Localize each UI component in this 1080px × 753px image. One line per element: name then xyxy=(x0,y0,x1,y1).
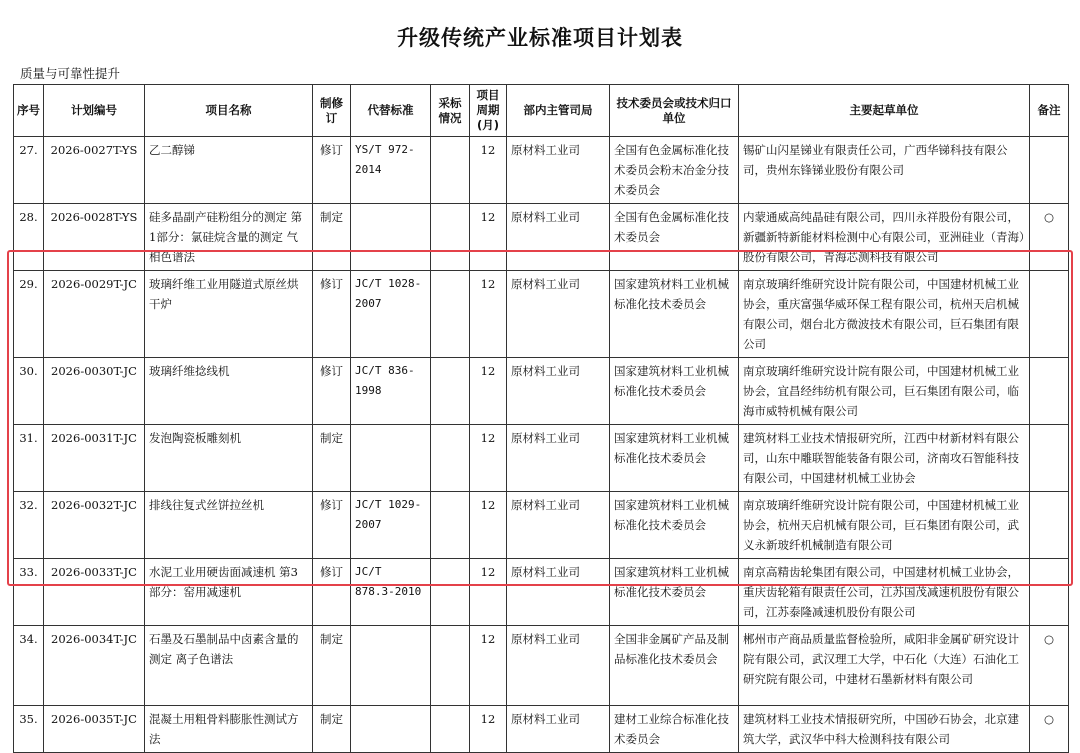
row-dept: 原材料工业司 xyxy=(507,137,610,204)
row-drafters: 建筑材料工业技术情报研究所，中国砂石协会，北京建筑大学，武汉华中科大检测科技有限公司 xyxy=(739,706,1030,753)
row-seq: 35. xyxy=(14,706,44,753)
row-adopt xyxy=(431,626,470,706)
header-plan-no: 计划编号 xyxy=(44,85,145,137)
row-period: 12 xyxy=(470,706,507,753)
header-replace: 代替标准 xyxy=(351,85,431,137)
row-seq: 27. xyxy=(14,137,44,204)
row-name: 硅多晶副产硅粉组分的测定 第1部分：氯硅烷含量的测定 气相色谱法 xyxy=(145,204,313,271)
header-period: 项目周期(月) xyxy=(470,85,507,137)
row-drafters: 南京高精齿轮集团有限公司，中国建材机械工业协会，重庆齿轮箱有限责任公司，江苏国茂减速机股份有限公司，江苏泰隆减速机股份有限公司 xyxy=(739,559,1030,626)
row-drafters: 锡矿山闪星锑业有限责任公司，广西华锑科技有限公司，贵州东锋锑业股份有限公司 xyxy=(739,137,1030,204)
row-replace xyxy=(351,204,431,271)
row-committee: 国家建筑材料工业机械标准化技术委员会 xyxy=(610,425,739,492)
row-name: 乙二醇锑 xyxy=(145,137,313,204)
row-committee: 全国有色金属标准化技术委员会 xyxy=(610,204,739,271)
table-row xyxy=(14,492,1069,559)
row-seq: 34. xyxy=(14,626,44,706)
table-row xyxy=(14,271,1069,358)
row-adopt xyxy=(431,425,470,492)
row-committee: 全国非金属矿产品及制品标准化技术委员会 xyxy=(610,626,739,706)
page-title: 升级传统产业标准项目计划表 xyxy=(397,26,683,50)
row-drafters: 内蒙通威高纯晶硅有限公司，四川永祥股份有限公司，新疆新特新能材料检测中心有限公司，亚洲硅业（青海）股份有限公司，青海芯测科技有限公司 xyxy=(739,204,1030,271)
header-note: 备注 xyxy=(1030,85,1069,137)
row-note xyxy=(1030,559,1069,626)
row-replace: JC/T 1029-2007 xyxy=(351,492,431,559)
row-adopt xyxy=(431,204,470,271)
table-row xyxy=(14,706,1069,753)
row-replace: JC/T 836-1998 xyxy=(351,358,431,425)
row-plan-no: 2026-0030T-JC xyxy=(44,358,145,425)
row-plan-no: 2026-0031T-JC xyxy=(44,425,145,492)
row-dept: 原材料工业司 xyxy=(507,204,610,271)
row-dept: 原材料工业司 xyxy=(507,706,610,753)
row-plan-no: 2026-0035T-JC xyxy=(44,706,145,753)
row-adopt xyxy=(431,559,470,626)
row-drafters: 建筑材料工业技术情报研究所，江西中材新材料有限公司，山东中雕联智能装备有限公司，济南攻石智能科技有限公司，中国建材机械工业协会 xyxy=(739,425,1030,492)
row-name: 玻璃纤维工业用隧道式原丝烘干炉 xyxy=(145,271,313,358)
row-seq: 28. xyxy=(14,204,44,271)
row-committee: 国家建筑材料工业机械标准化技术委员会 xyxy=(610,271,739,358)
section-subtitle: 质量与可靠性提升 xyxy=(20,66,121,81)
row-dept: 原材料工业司 xyxy=(507,626,610,706)
row-note xyxy=(1030,425,1069,492)
row-note: ○ xyxy=(1030,626,1069,706)
row-note xyxy=(1030,492,1069,559)
row-committee: 国家建筑材料工业机械标准化技术委员会 xyxy=(610,358,739,425)
row-type: 修订 xyxy=(313,137,351,204)
row-seq: 30. xyxy=(14,358,44,425)
row-seq: 31. xyxy=(14,425,44,492)
row-name: 混凝土用粗骨料膨胀性测试方法 xyxy=(145,706,313,753)
row-dept: 原材料工业司 xyxy=(507,492,610,559)
row-name: 水泥工业用硬齿面减速机 第3部分：窑用减速机 xyxy=(145,559,313,626)
row-note xyxy=(1030,358,1069,425)
table-row xyxy=(14,204,1069,271)
row-period: 12 xyxy=(470,358,507,425)
row-replace: JC/T 1028-2007 xyxy=(351,271,431,358)
row-note: ○ xyxy=(1030,204,1069,271)
row-type: 制定 xyxy=(313,425,351,492)
row-replace xyxy=(351,706,431,753)
row-note xyxy=(1030,271,1069,358)
row-adopt xyxy=(431,137,470,204)
row-period: 12 xyxy=(470,492,507,559)
row-type: 修订 xyxy=(313,358,351,425)
row-period: 12 xyxy=(470,559,507,626)
table-row xyxy=(14,137,1069,204)
row-replace: YS/T 972-2014 xyxy=(351,137,431,204)
row-type: 修订 xyxy=(313,271,351,358)
row-dept: 原材料工业司 xyxy=(507,358,610,425)
row-plan-no: 2026-0032T-JC xyxy=(44,492,145,559)
header-row xyxy=(14,85,1069,137)
row-drafters: 南京玻璃纤维研究设计院有限公司，中国建材机械工业协会，杭州天启机械有限公司，巨石集团有限公司，武义永新玻纤机械制造有限公司 xyxy=(739,492,1030,559)
header-drafters: 主要起草单位 xyxy=(739,85,1030,137)
row-replace xyxy=(351,626,431,706)
row-period: 12 xyxy=(470,137,507,204)
table-row xyxy=(14,358,1069,425)
row-committee: 国家建筑材料工业机械标准化技术委员会 xyxy=(610,559,739,626)
row-note: ○ xyxy=(1030,706,1069,753)
row-drafters: 南京玻璃纤维研究设计院有限公司，中国建材机械工业协会，宜昌经纬纺机有限公司，巨石集团有限公司，临海市威特机械有限公司 xyxy=(739,358,1030,425)
row-committee: 国家建筑材料工业机械标准化技术委员会 xyxy=(610,492,739,559)
row-seq: 33. xyxy=(14,559,44,626)
row-drafters: 南京玻璃纤维研究设计院有限公司，中国建材机械工业协会，重庆富强华威环保工程有限公司，杭州天启机械有限公司，烟台北方微波技术有限公司，巨石集团有限公司 xyxy=(739,271,1030,358)
row-seq: 29. xyxy=(14,271,44,358)
row-committee: 全国有色金属标准化技术委员会粉末冶金分技术委员会 xyxy=(610,137,739,204)
row-dept: 原材料工业司 xyxy=(507,559,610,626)
table-row xyxy=(14,626,1069,706)
row-type: 制定 xyxy=(313,626,351,706)
header-type: 制修订 xyxy=(313,85,351,137)
row-replace: JC/T 878.3-2010 xyxy=(351,559,431,626)
row-plan-no: 2026-0027T-YS xyxy=(44,137,145,204)
row-period: 12 xyxy=(470,271,507,358)
row-name: 发泡陶瓷板雕刻机 xyxy=(145,425,313,492)
row-name: 石墨及石墨制品中卤素含量的测定 离子色谱法 xyxy=(145,626,313,706)
header-adopt: 采标情况 xyxy=(431,85,470,137)
row-type: 制定 xyxy=(313,706,351,753)
row-period: 12 xyxy=(470,626,507,706)
table-row xyxy=(14,425,1069,492)
row-adopt xyxy=(431,706,470,753)
row-period: 12 xyxy=(470,425,507,492)
row-note xyxy=(1030,137,1069,204)
row-dept: 原材料工业司 xyxy=(507,425,610,492)
table-row xyxy=(14,559,1069,626)
row-dept: 原材料工业司 xyxy=(507,271,610,358)
row-plan-no: 2026-0034T-JC xyxy=(44,626,145,706)
row-type: 修订 xyxy=(313,492,351,559)
row-name: 排线往复式丝饼拉丝机 xyxy=(145,492,313,559)
row-seq: 32. xyxy=(14,492,44,559)
header-committee: 技术委员会或技术归口单位 xyxy=(610,85,739,137)
header-seq: 序号 xyxy=(14,85,44,137)
row-type: 制定 xyxy=(313,204,351,271)
row-plan-no: 2026-0029T-JC xyxy=(44,271,145,358)
row-adopt xyxy=(431,358,470,425)
row-plan-no: 2026-0028T-YS xyxy=(44,204,145,271)
row-drafters: 郴州市产商品质量监督检验所，咸阳非金属矿研究设计院有限公司，武汉理工大学，中石化（大连）石油化工研究院有限公司，中建材石墨新材料有限公司 xyxy=(739,626,1030,706)
header-name: 项目名称 xyxy=(145,85,313,137)
row-replace xyxy=(351,425,431,492)
row-committee: 建材工业综合标准化技术委员会 xyxy=(610,706,739,753)
row-plan-no: 2026-0033T-JC xyxy=(44,559,145,626)
row-period: 12 xyxy=(470,204,507,271)
standards-table xyxy=(13,84,1069,753)
row-adopt xyxy=(431,271,470,358)
header-dept: 部内主管司局 xyxy=(507,85,610,137)
row-name: 玻璃纤维捻线机 xyxy=(145,358,313,425)
row-adopt xyxy=(431,492,470,559)
row-type: 修订 xyxy=(313,559,351,626)
